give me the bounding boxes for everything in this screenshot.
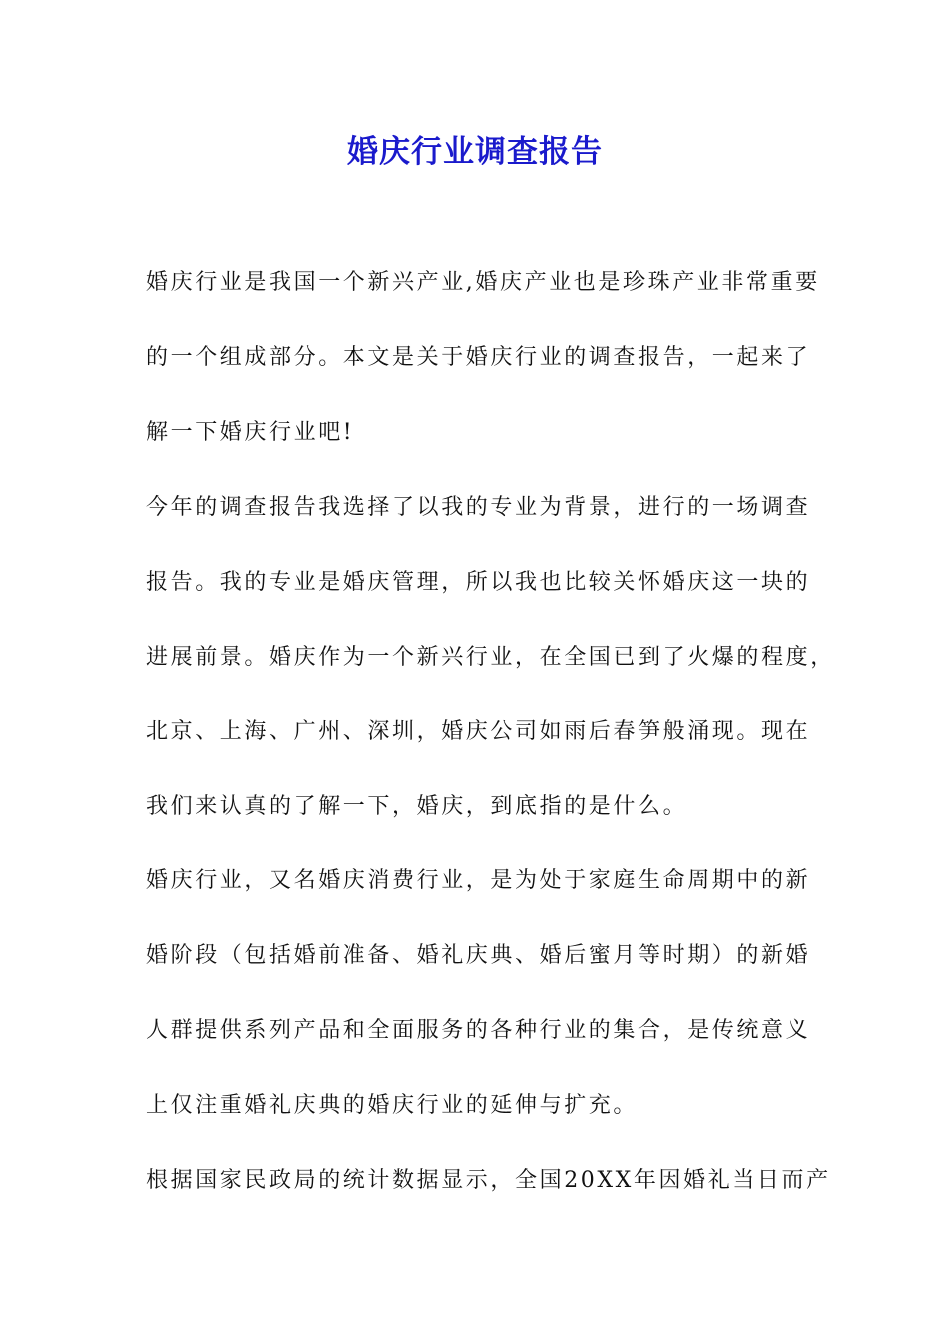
paragraph-4-line-1: 根据国家民政局的统计数据显示，全国20XX年因婚礼当日而产 xyxy=(146,1168,831,1193)
paragraph-2-line-5: 我们来认真的了解一下，婚庆，到底指的是什么。 xyxy=(146,794,688,819)
paragraph-2-line-2: 报告。我的专业是婚庆管理，所以我也比较关怀婚庆这一块的 xyxy=(146,570,811,595)
paragraph-2-line-4: 北京、上海、广州、深圳，婚庆公司如雨后春笋般涌现。现在 xyxy=(146,719,811,744)
paragraph-1-line-3: 解一下婚庆行业吧! xyxy=(146,420,355,445)
paragraph-1-line-1: 婚庆行业是我国一个新兴产业,婚庆产业也是珍珠产业非常重要 xyxy=(146,270,820,295)
paragraph-3-line-2: 婚阶段（包括婚前准备、婚礼庆典、婚后蜜月等时期）的新婚 xyxy=(146,943,811,968)
paragraph-1-line-2: 的一个组成部分。本文是关于婚庆行业的调查报告，一起来了 xyxy=(146,345,811,370)
paragraph-3-line-4: 上仅注重婚礼庆典的婚庆行业的延伸与扩充。 xyxy=(146,1093,639,1118)
paragraph-3-line-1: 婚庆行业，又名婚庆消费行业，是为处于家庭生命周期中的新 xyxy=(146,868,811,893)
paragraph-3-line-3: 人群提供系列产品和全面服务的各种行业的集合，是传统意义 xyxy=(146,1018,811,1043)
document-title: 婚庆行业调查报告 xyxy=(347,134,603,170)
paragraph-2-line-1: 今年的调查报告我选择了以我的专业为背景，进行的一场调查 xyxy=(146,495,811,520)
paragraph-2-line-3: 进展前景。婚庆作为一个新兴行业，在全国已到了火爆的程度， xyxy=(146,645,835,670)
